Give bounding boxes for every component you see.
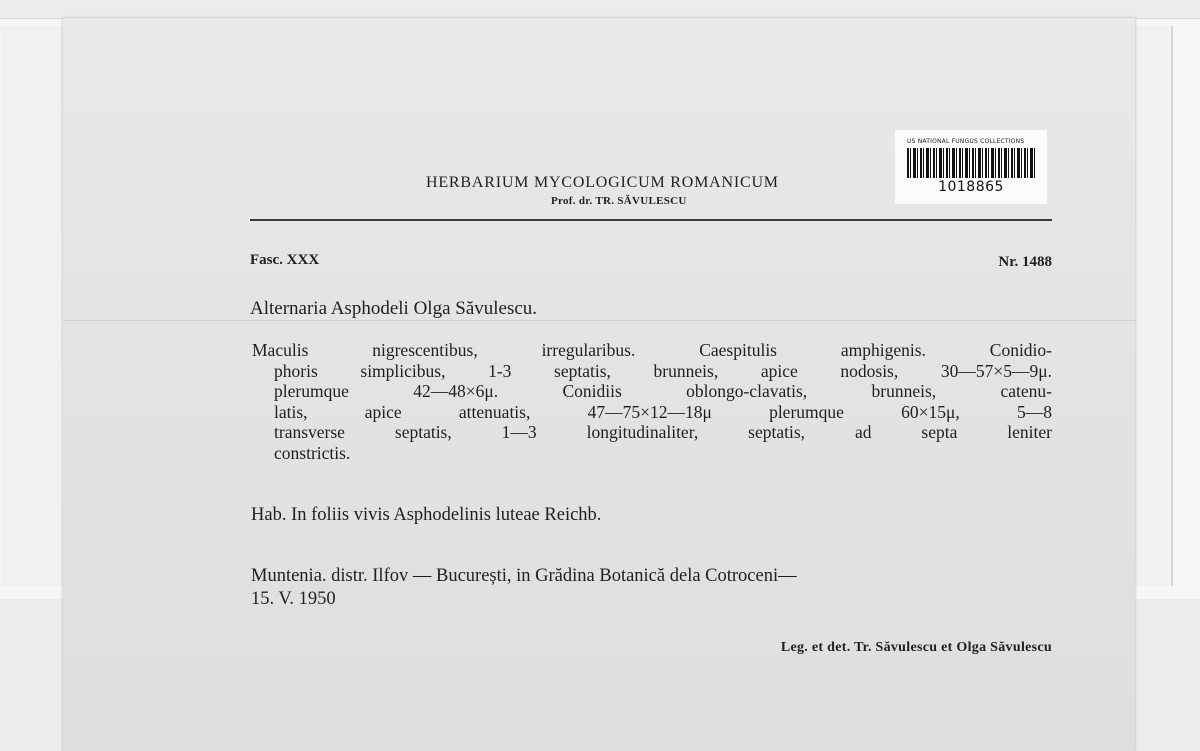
- description-line: latis, apice attenuatis, 47—75×12—18μ plerumque 60×15μ, 5—8: [274, 401, 1052, 422]
- species-description: [252, 340, 1052, 463]
- description-line: constrictis.: [274, 442, 351, 463]
- barcode-caption: US NATIONAL FUNGUS COLLECTIONS: [907, 138, 1025, 145]
- specimen-number: Nr. 1488: [998, 254, 1052, 270]
- barcode-label: [895, 130, 1047, 204]
- collection-date: 15. V. 1950: [251, 589, 336, 609]
- locality-line: Muntenia. distr. Ilfov — București, in Grădina Botanică dela Cotroceni—: [251, 566, 797, 586]
- fascicle-number: Fasc. XXX: [250, 252, 320, 268]
- locality: [251, 565, 797, 611]
- barcode-icon: [907, 148, 1035, 178]
- description-line: phoris simplicibus, 1-3 septatis, brunneis, apice nodosis, 30—57×5—9μ.: [274, 360, 1052, 381]
- description-line: transverse septatis, 1—3 longitudinaliter, septatis, ad septa leniter: [274, 422, 1052, 442]
- herbarium-title: HERBARIUM MYCOLOGICUM ROMANICUM: [426, 174, 779, 191]
- collector-credit: Leg. et det. Tr. Săvulescu et Olga Săvulescu: [780, 640, 1052, 655]
- header-divider: [250, 219, 1052, 221]
- habitat: Hab. In foliis vivis Asphodelinis luteae Reichb.: [251, 505, 602, 525]
- species-name: Alternaria Asphodeli Olga Săvulescu.: [250, 298, 538, 319]
- description-line: plerumque 42—48×6μ. Conidiis oblongo-clavatis, brunneis, catenu-: [274, 381, 1052, 401]
- herbarium-subtitle: Prof. dr. TR. SĂVULESCU: [551, 195, 687, 207]
- barcode-number: 1018865: [938, 179, 1004, 195]
- description-line: Maculis nigrescentibus, irregularibus. Caespitulis amphigenis. Conidio-: [252, 340, 1052, 360]
